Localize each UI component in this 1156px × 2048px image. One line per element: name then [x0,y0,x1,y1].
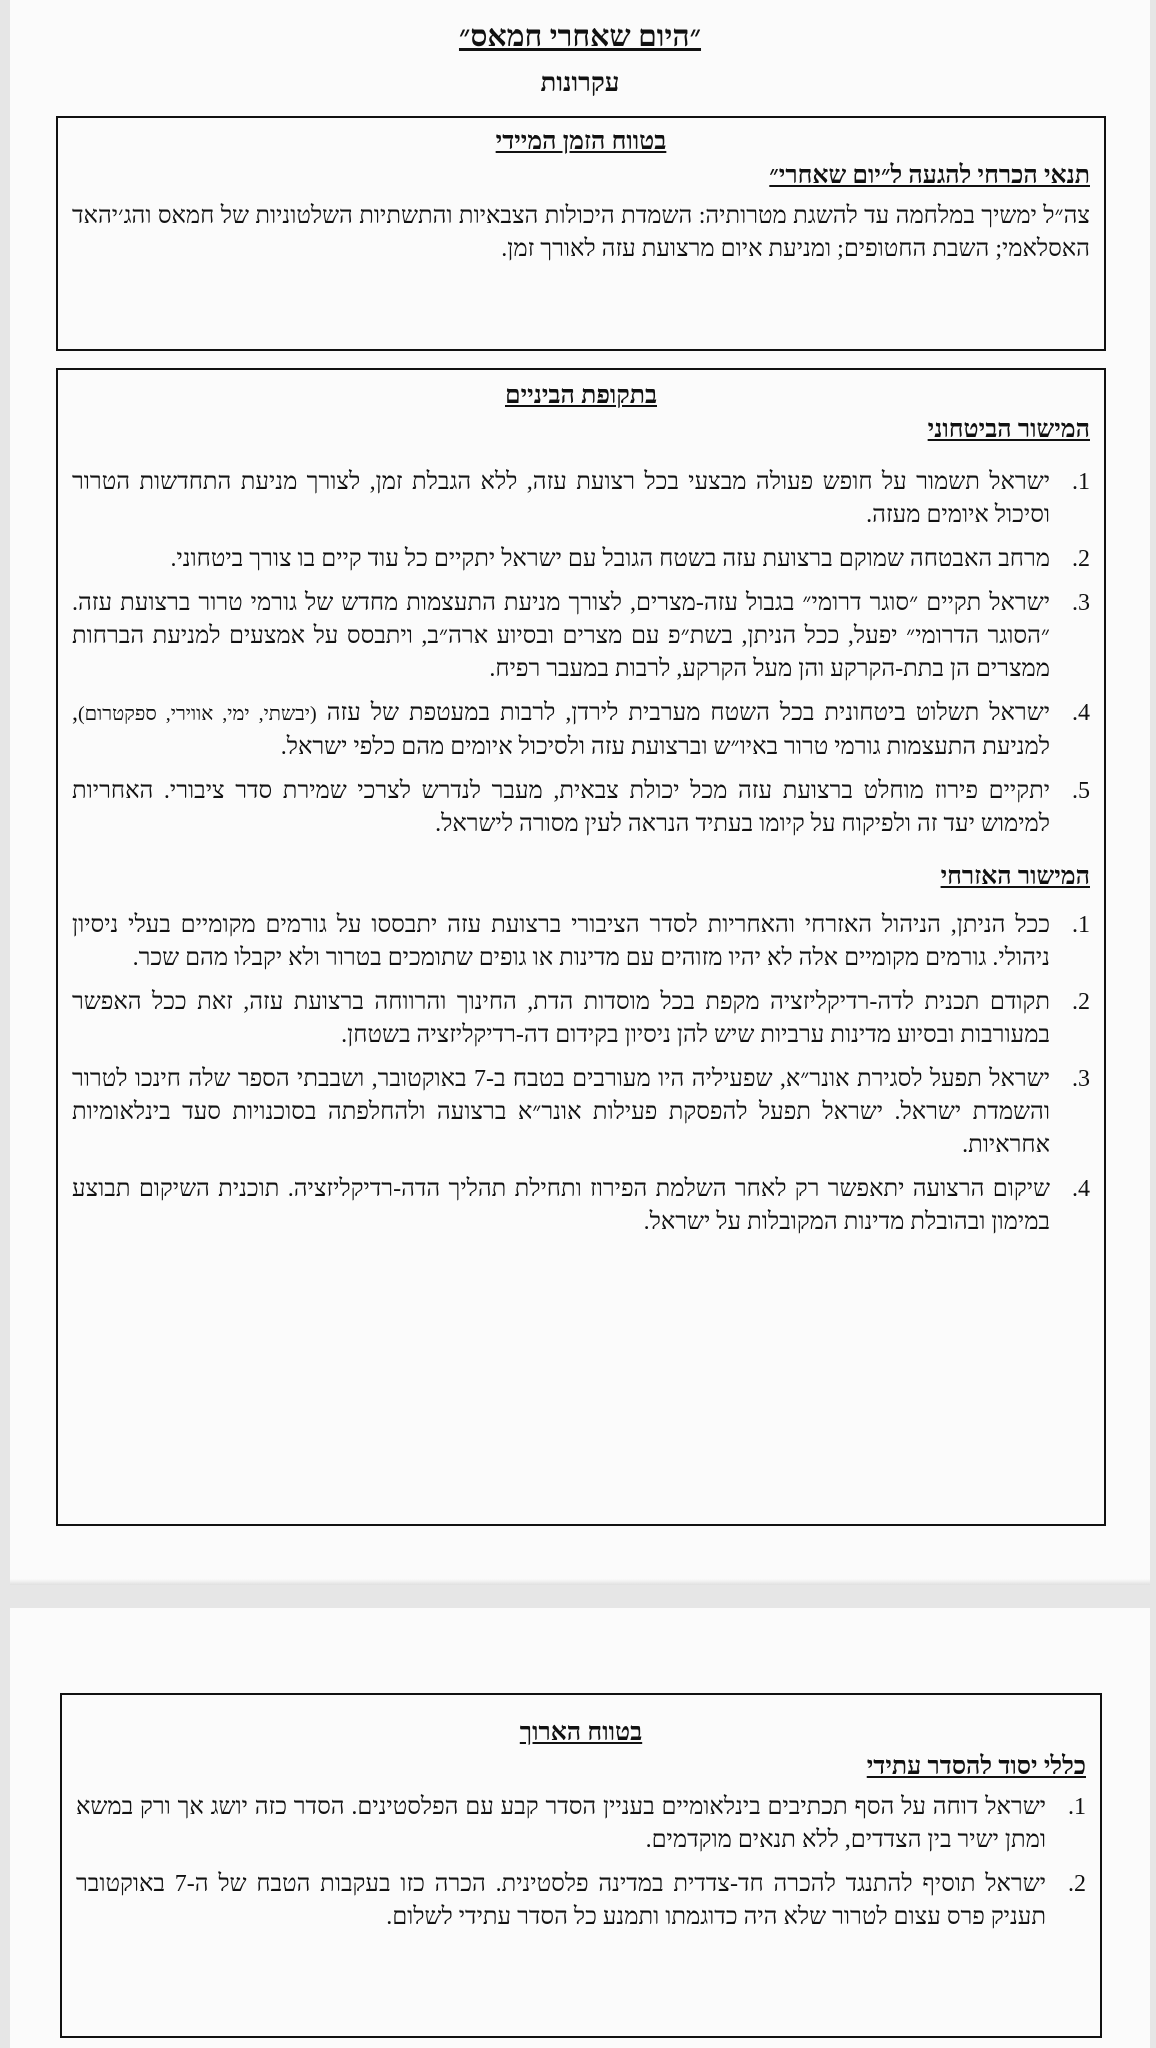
list-item-number: 3. [1072,1066,1090,1092]
security-list [72,466,1090,841]
list-item [72,775,1090,841]
interim-period-box [56,368,1106,1526]
interim-period-heading: בתקופת הביניים [505,382,657,409]
list-item [76,1791,1086,1857]
list-item-number: 4. [1072,1176,1090,1202]
document-subtitle: עקרונות [540,68,620,97]
list-item-text: ישראל דוחה על הסף תכתיבים בינלאומיים בעניין הסדר קבע עם הפלסטינים. הסדר כזה יושג אך ורק במשא ומתן ישיר בין הצדדים, ללא תנאים מוקדמים. [76,1794,1046,1853]
list-item-text: שיקום הרצועה יתאפשר רק לאחר השלמת הפירוז ותחילת תהליך הדה-רדיקליזציה. תוכנית השיקום תבוצע במימון ובהובלת מדינות המקובלות על ישראל. [72,1176,1050,1235]
list-item-parenthetical: (יבשתי, ימי, אווירי, ספקטרום) [78,703,317,725]
immediate-term-subheading: תנאי הכרחי להגעה ל״יום שאחרי״ [769,162,1090,189]
list-item-text: ככל הניתן, הניהול האזרחי והאחריות לסדר הציבורי ברצועת עזה יתבססו על גורמים מקומיים בעלי ניסיון ניהולי. גורמים מקומיים אלה לא יהיו מזוהים עם מדינות או גופים שתומכים בטרור ולא יקבלו מהם שכר. [72,912,1050,971]
document-page-1 [10,0,1150,1585]
list-item [72,1173,1090,1239]
list-item [72,986,1090,1052]
list-item [72,1063,1090,1162]
list-item-text-part: , למניעת התעצמות גורמי טרור באיו״ש וברצועת עזה ולסיכול איומים מהם כלפי ישראל. [72,700,1050,760]
long-term-heading: בטווח הארוך [519,1719,643,1746]
list-item [72,697,1090,764]
list-item-number: 2. [1068,1871,1086,1897]
list-item-text: יתקיים פירוז מוחלט ברצועת עזה מכל יכולת צבאית, מעבר לנדרש לצרכי שמירת סדר ציבורי. האחריות למימוש יעד זה ולפיקוח על קיומו בעתיד הנראה לעין מסורה לישראל. [72,778,1050,837]
list-item-text: ישראל תקיים ״סוגר דרומי״ בגבול עזה-מצרים, לצורך מניעת התעצמות מחדש של גורמי טרור ברצועת עזה. ״הסוגר הדרומי״ יפעל, ככל הניתן, בשת״פ עם מצרים ובסיוע ארה״ב, ויתבסס על אמצעים למניעת הברחות ממצרים הן בתת-הקרקע והן מעל הקרקע, לרבות במעבר רפיח. [72,590,1050,682]
page-edge-shadow [10,1579,1150,1585]
list-item-text: תקודם תכנית לדה-רדיקליזציה מקפת בכל מוסדות הדת, החינוך והרווחה ברצועת עזה, זאת ככל האפשר במעורבות ובסיוע מדינות ערביות שיש להן ניסיון בקידום דה-רדיקליזציה בשטחן. [72,989,1050,1048]
immediate-term-text: צה״ל ימשיך במלחמה עד להשגת מטרותיה: השמדת היכולות הצבאיות והתשתיות השלטוניות של חמאס והג׳יהאד האסלאמי; השבת החטופים; ומניעת איום מרצועת עזה לאורך זמן. [72,203,1090,262]
list-item-number: 1. [1068,1794,1086,1820]
list-item-text: ישראל תוסיף להתנגד להכרה חד-צדדית במדינה פלסטינית. הכרה כזו בעקבות הטבח של ה-7 באוקטובר תעניק פרס עצום לטרור שלא היה כדוגמתו ותמנע כל הסדר עתידי לשלום. [76,1871,1046,1930]
list-item-text-part: ישראל תשלוט ביטחונית בכל השטח מערבית לירדן, לרבות במעטפת של עזה [316,700,1050,726]
long-term-list [76,1791,1086,1934]
list-item-text: ישראל תפעל לסגירת אונר״א, שפעיליה היו מעורבים בטבח ב-7 באוקטובר, ושבבתי הספר שלה חינכו לטרור והשמדת ישראל. ישראל תפעל להפסקת פעילות אונר״א ברצועה ולהחלפתה בסוכנויות סעד בינלאומיות אחראיות. [72,1066,1050,1158]
document-title-text: ״היום שאחרי חמאס״ [458,20,702,53]
document-title [10,20,1150,54]
security-section-heading: המישור הביטחוני [927,416,1090,443]
list-item-number: 2. [1072,989,1090,1015]
list-item [72,909,1090,975]
list-item [72,466,1090,532]
list-item-number: 2. [1072,546,1090,572]
immediate-term-heading: בטווח הזמן המיידי [495,128,667,155]
list-item [72,587,1090,686]
list-item-number: 1. [1072,469,1090,495]
list-item [76,1868,1086,1934]
list-item-text: ישראל תשמור על חופש פעולה מבצעי בכל רצועת עזה, ללא הגבלת זמן, לצורך מניעת התחדשות הטרור וסיכול איומים מעזה. [72,469,1050,528]
list-item-number: 4. [1072,700,1090,726]
long-term-box [60,1693,1102,2038]
list-item [72,543,1090,576]
list-item-text: מרחב האבטחה שמוקם ברצועת עזה בשטח הגובל עם ישראל יתקיים כל עוד קיים בו צורך ביטחוני. [170,546,1050,572]
long-term-subheading: כללי יסוד להסדר עתידי [866,1753,1086,1780]
civil-section-heading: המישור האזרחי [940,863,1090,890]
document-page-2 [10,1608,1150,2048]
immediate-term-box [56,116,1106,351]
civil-list [72,909,1090,1239]
list-item-number: 3. [1072,590,1090,616]
list-item-number: 5. [1072,778,1090,804]
list-item-text [72,697,1050,764]
list-item-number: 1. [1072,912,1090,938]
